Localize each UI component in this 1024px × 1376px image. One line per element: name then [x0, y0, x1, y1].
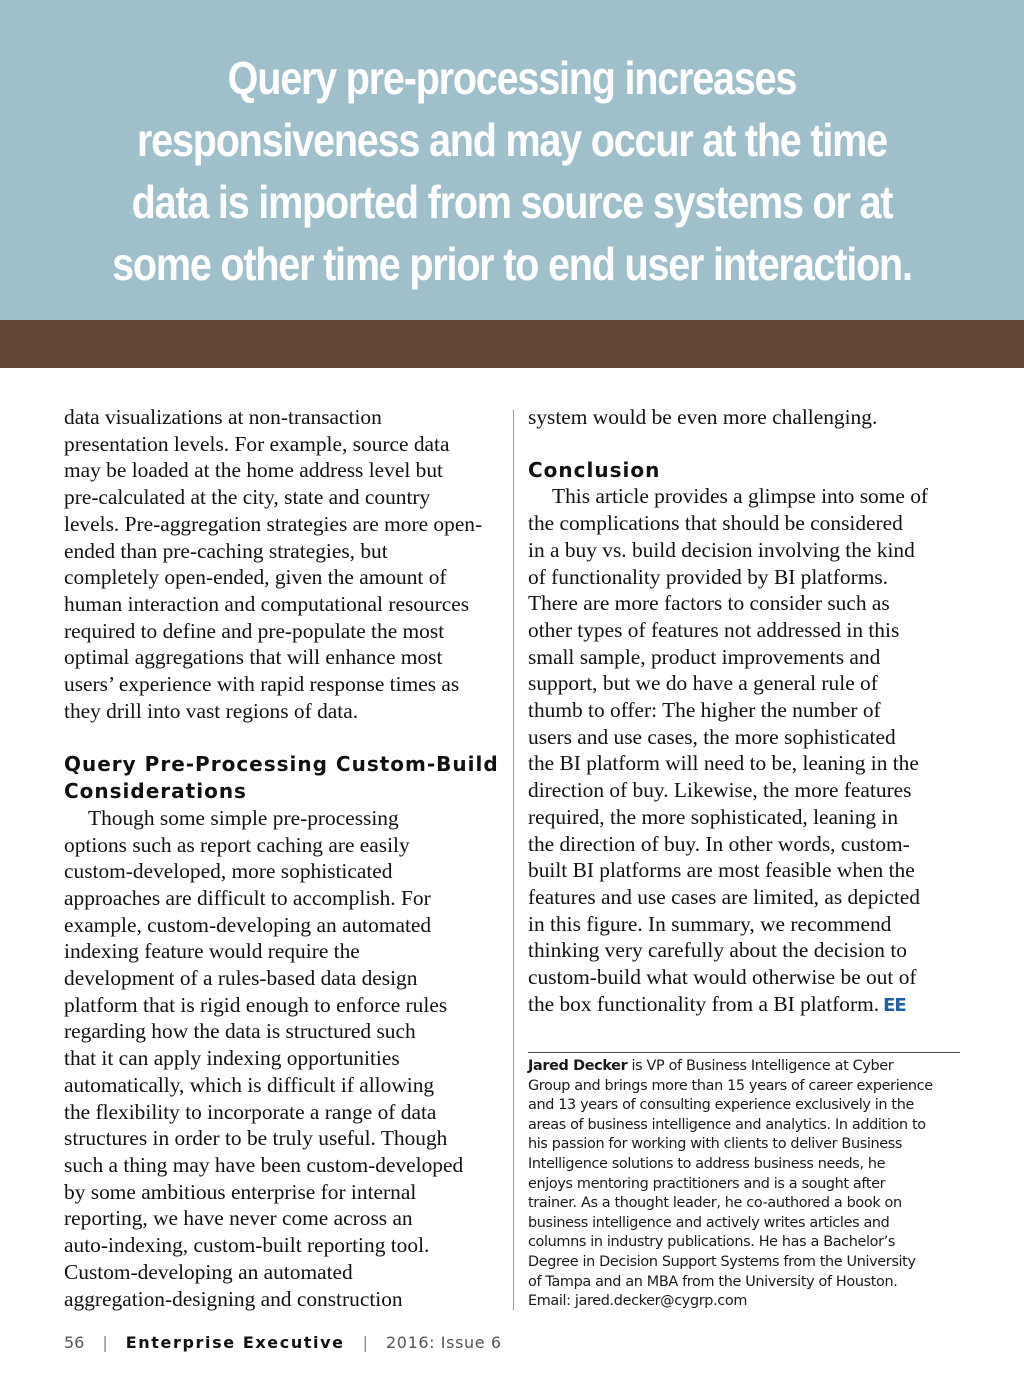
left-column	[64, 404, 502, 1312]
pull-quote-line: Query pre-processing increases	[227, 52, 797, 104]
text-line: the BI platform will need to be, leaning in the	[528, 751, 919, 776]
text-line: the flexibility to incorporate a range of data	[64, 1099, 437, 1124]
pull-quote-line: some other time prior to end user interaction.	[112, 238, 912, 290]
text-line: features and use cases are limited, as depicted	[528, 884, 920, 909]
text-line: the direction of buy. In other words, custom-	[528, 831, 910, 856]
text-line: that it can apply indexing opportunities	[64, 1046, 400, 1071]
column-divider	[513, 410, 514, 1310]
text-line: auto-indexing, custom-built reporting tool.	[64, 1233, 430, 1258]
text-line: system would be even more challenging.	[528, 405, 878, 429]
bio-line: business intelligence and actively writes articles and	[528, 1214, 890, 1231]
section-heading: Conclusion	[528, 457, 661, 482]
author-name: Jared Decker	[528, 1058, 628, 1074]
text-line: custom-build what would otherwise be out of	[528, 965, 917, 990]
author-bio	[528, 1057, 966, 1312]
text-line: such a thing may have been custom-developed	[64, 1152, 464, 1177]
right-column	[528, 404, 968, 1019]
text-line: support, but we do have a general rule of	[528, 671, 878, 696]
text-line: approaches are difficult to accomplish. For	[64, 885, 431, 910]
bio-line: and 13 years of consulting experience exclusively in the	[528, 1097, 914, 1114]
text-line: completely open-ended, given the amount of	[64, 565, 447, 590]
body-paragraph	[64, 805, 502, 1312]
text-line: platform that is rigid enough to enforce rules	[64, 992, 448, 1017]
pull-quote-line: responsiveness and may occur at the time	[137, 114, 887, 166]
text-line: other types of features not addressed in this	[528, 617, 900, 642]
text-line: in a buy vs. build decision involving the kind	[528, 537, 915, 562]
pull-quote-line: data is imported from source systems or at	[131, 176, 893, 228]
bio-line: is VP of Business Intelligence at Cyber	[627, 1058, 894, 1074]
pull-quote-text	[112, 47, 912, 295]
text-line: data visualizations at non-transaction	[64, 405, 382, 429]
text-line: required, the more sophisticated, leaning in	[528, 804, 899, 829]
text-line: example, custom-developing an automated	[64, 912, 432, 937]
text-line: structures in order to be truly useful. Though	[64, 1126, 448, 1151]
text-line: the box functionality from a BI platform.	[528, 991, 880, 1016]
text-line: presentation levels. For example, source data	[64, 431, 450, 456]
text-line: regarding how the data is structured such	[64, 1019, 416, 1044]
text-line: custom-developed, more sophisticated	[64, 859, 393, 884]
text-line: aggregation-designing and construction	[64, 1286, 403, 1311]
text-line: Though some simple pre-processing	[88, 805, 399, 830]
footer-separator: |	[362, 1333, 369, 1352]
text-line: required to define and pre-populate the most	[64, 618, 445, 643]
footer-separator: |	[102, 1333, 108, 1352]
text-line: small sample, product improvements and	[528, 644, 881, 669]
bio-line: columns in industry publications. He has a Bachelor’s	[528, 1234, 896, 1251]
text-line: of functionality provided by BI platforms.	[528, 564, 889, 589]
text-line: This article provides a glimpse into some of	[552, 484, 929, 509]
body-paragraph	[64, 404, 502, 724]
pull-quote-banner	[0, 0, 1024, 320]
bio-line: enjoys mentoring practitioners and is a sought after	[528, 1175, 886, 1192]
bio-line: his passion for working with clients to deliver Business	[528, 1136, 903, 1153]
text-line: development of a rules-based data design	[64, 966, 418, 991]
bio-line: trainer. As a thought leader, he co-authored a book on	[528, 1195, 902, 1212]
text-line: they drill into vast regions of data.	[64, 698, 359, 723]
page-footer	[64, 1333, 502, 1352]
bio-line: Degree in Decision Support Systems from the University	[528, 1253, 916, 1270]
bio-line: of Tampa and an MBA from the University of Houston.	[528, 1273, 898, 1290]
body-paragraph	[528, 404, 968, 431]
bio-line: Group and brings more than 15 years of career experience	[528, 1077, 933, 1094]
text-line: indexing feature would require the	[64, 939, 360, 964]
bio-line: areas of business intelligence and analytics. In addition to	[528, 1116, 926, 1133]
text-line: thumb to offer: The higher the number of	[528, 698, 881, 723]
heading-line: Query Pre-Processing Custom-Build	[64, 752, 499, 777]
text-line: by some ambitious enterprise for internal	[64, 1179, 417, 1204]
body-paragraph	[528, 483, 968, 1019]
decorative-band	[0, 320, 1024, 368]
text-line: thinking very carefully about the decision to	[528, 938, 907, 963]
text-line: optimal aggregations that will enhance most	[64, 645, 443, 670]
text-line: users’ experience with rapid response times as	[64, 672, 460, 697]
publication-name: Enterprise Executive	[125, 1333, 345, 1352]
text-line: the complications that should be considered	[528, 511, 903, 536]
text-line: in this figure. In summary, we recommend	[528, 911, 892, 936]
text-line: levels. Pre-aggregation strategies are more open-	[64, 511, 483, 536]
text-line: reporting, we have never come across an	[64, 1206, 413, 1231]
text-line: human interaction and computational resources	[64, 591, 470, 616]
bio-email: Email: jared.decker@cygrp.com	[528, 1293, 747, 1310]
text-line: users and use cases, the more sophisticated	[528, 724, 896, 749]
text-line: ended than pre-caching strategies, but	[64, 538, 388, 563]
section-heading	[64, 751, 502, 804]
page-number: 56	[64, 1333, 85, 1352]
text-line: built BI platforms are most feasible when the	[528, 858, 915, 883]
bio-line: Intelligence solutions to address business needs, he	[528, 1155, 886, 1172]
end-mark-logo: EE	[883, 994, 906, 1016]
text-line: automatically, which is difficult if allowing	[64, 1072, 435, 1097]
bio-divider	[528, 1052, 960, 1053]
text-line: may be loaded at the home address level but	[64, 458, 443, 483]
heading-line: Considerations	[64, 779, 247, 804]
text-line: direction of buy. Likewise, the more features	[528, 778, 912, 803]
text-line: There are more factors to consider such as	[528, 591, 890, 616]
text-line: pre-calculated at the city, state and country	[64, 485, 431, 510]
text-line: Custom-developing an automated	[64, 1259, 353, 1284]
issue-label: 2016: Issue 6	[386, 1333, 502, 1352]
text-line: options such as report caching are easily	[64, 832, 410, 857]
